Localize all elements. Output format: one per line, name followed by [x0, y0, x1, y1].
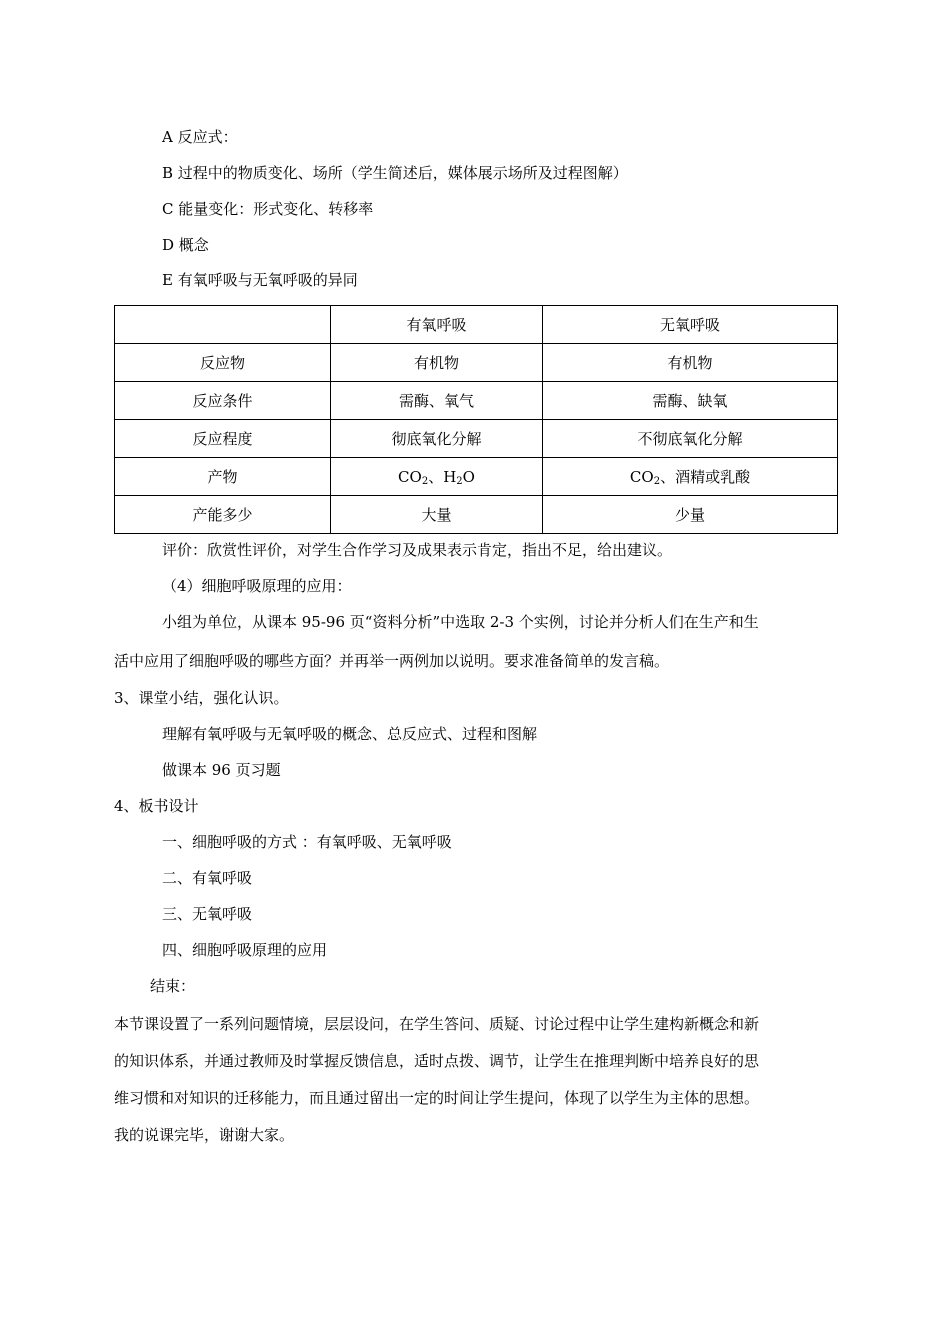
ending-line: 我的说课完毕，谢谢大家。 [114, 1126, 295, 1144]
table-cell: 有机物 [331, 344, 543, 382]
table-cell: 大量 [331, 496, 543, 534]
board-item: 二、有氧呼吸 [162, 869, 253, 887]
item-a: A 反应式： [162, 128, 238, 146]
summary-title: 3、课堂小结，强化认识。 [114, 689, 289, 707]
evaluation-text: 评价：欣赏性评价，对学生合作学习及成果表示肯定，指出不足，给出建议。 [162, 541, 673, 559]
table-cell: 产物 [115, 458, 331, 496]
board-title: 4、板书设计 [114, 797, 199, 815]
table-cell: 无氧呼吸 [543, 306, 838, 344]
table-cell: $CO_2$、酒精或乳酸 [543, 458, 838, 496]
comparison-table [114, 305, 838, 534]
table-cell: 彻底氧化分解 [331, 420, 543, 458]
ending-line: 的知识体系，并通过教师及时掌握反馈信息，适时点拨、调节，让学生在推理判断中培养良好的思 [114, 1052, 760, 1070]
table-cell: 反应程度 [115, 420, 331, 458]
table-cell: 有氧呼吸 [331, 306, 543, 344]
table-cell: $CO_2$、$H_2O$ [331, 458, 543, 496]
item-c: C 能量变化：形式变化、转移率 [162, 200, 374, 218]
ending-line: 维习惯和对知识的迁移能力，而且通过留出一定的时间让学生提问，体现了以学生为主体的思想。 [114, 1089, 760, 1107]
item-d: D 概念 [162, 236, 209, 254]
summary-line1: 理解有氧呼吸与无氧呼吸的概念、总反应式、过程和图解 [162, 725, 538, 743]
summary-line2: 做课本 96 页习题 [162, 761, 281, 779]
table-row [115, 382, 838, 420]
table-cell: 反应条件 [115, 382, 331, 420]
ending-title: 结束： [150, 977, 196, 995]
board-item: 三、无氧呼吸 [162, 905, 253, 923]
table-cell: 少量 [543, 496, 838, 534]
table-cell [115, 306, 331, 344]
table-cell: 产能多少 [115, 496, 331, 534]
section4-body-line2: 活中应用了细胞呼吸的哪些方面？并再举一两例加以说明。要求准备简单的发言稿。 [114, 652, 670, 670]
ending-line: 本节课设置了一系列问题情境，层层设问，在学生答问、质疑、讨论过程中让学生建构新概念和新 [114, 1015, 760, 1033]
table-cell: 需酶、缺氧 [543, 382, 838, 420]
table-row [115, 420, 838, 458]
table-cell: 反应物 [115, 344, 331, 382]
table-row [115, 496, 838, 534]
item-e: E 有氧呼吸与无氧呼吸的异同 [162, 271, 358, 289]
table-cell: 有机物 [543, 344, 838, 382]
table-cell: 不彻底氧化分解 [543, 420, 838, 458]
table-row [115, 344, 838, 382]
section4-body-line1: 小组为单位，从课本 95-96 页“资料分析”中选取 2-3 个实例，讨论并分析人们在生产和生 [162, 613, 759, 631]
table-cell: 需酶、氧气 [331, 382, 543, 420]
table-header-row [115, 306, 838, 344]
item-b: B 过程中的物质变化、场所（学生简述后，媒体展示场所及过程图解） [162, 164, 628, 182]
board-item: 一、细胞呼吸的方式 ：有氧呼吸、无氧呼吸 [162, 833, 452, 851]
board-item: 四、细胞呼吸原理的应用 [162, 941, 328, 959]
section4-title: （4）细胞呼吸原理的应用： [162, 577, 352, 595]
table-row [115, 458, 838, 496]
